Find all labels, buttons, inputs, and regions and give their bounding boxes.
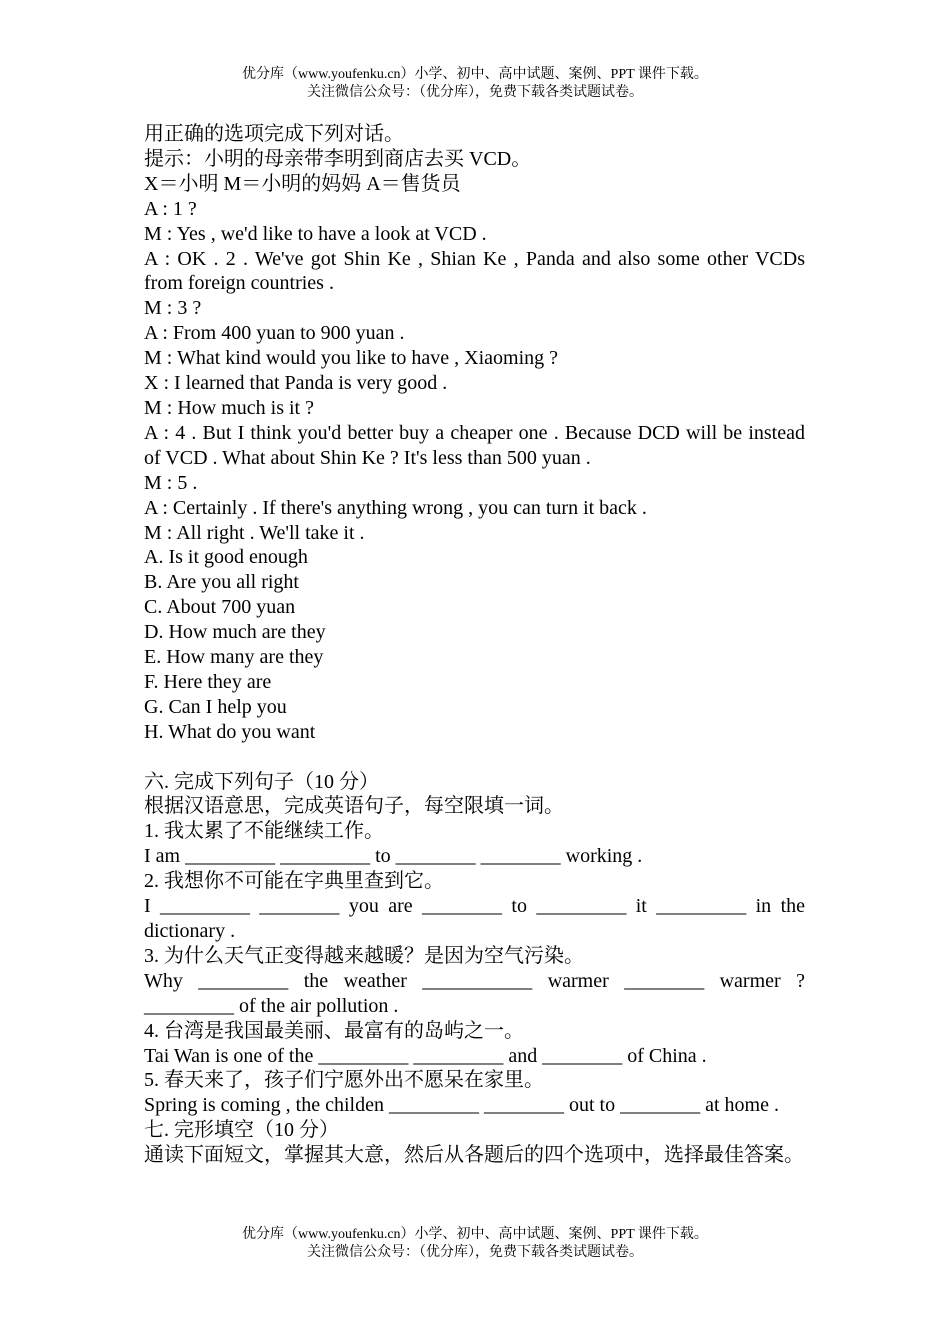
dialogue-line: M : How much is it ?: [144, 396, 314, 419]
dialogue-line: M : 3 ?: [144, 297, 202, 320]
sentence-en: Spring is coming , the childen _________ ________ out to ________ at home .: [144, 1094, 779, 1117]
sentence-en: Why _________ the weather ___________ warmer ________ warmer ? _________ of the air pollution .: [144, 969, 805, 1017]
answer-option: F. Here they are: [144, 670, 272, 693]
dialogue-line: A : From 400 yuan to 900 yuan .: [144, 322, 405, 345]
page-footer: [0, 1226, 950, 1262]
sentence-cn: 4. 台湾是我国最美丽、最富有的岛屿之一。: [144, 1019, 524, 1042]
section7-title: 七. 完形填空（10 分）: [144, 1119, 339, 1142]
dialogue-line: M : All right . We'll take it .: [144, 521, 365, 544]
answer-option: A. Is it good enough: [144, 546, 308, 569]
answer-option: G. Can I help you: [144, 695, 287, 718]
dialogue-line: M : Yes , we'd like to have a look at VCD .: [144, 222, 487, 245]
dialogue-line: A : 4 . But I think you'd better buy a cheaper one . Because DCD will be instead of VCD . What about Shin Ke ? It's less than 500 yuan .: [144, 421, 805, 469]
answer-option: D. How much are they: [144, 621, 326, 644]
section6-instruction: 根据汉语意思，完成英语句子，每空限填一词。: [144, 795, 564, 818]
sentence-cn: 5. 春天来了，孩子们宁愿外出不愿呆在家里。: [144, 1069, 544, 1092]
dialogue-instruction: 用正确的选项完成下列对话。: [144, 123, 404, 145]
dialogue-line: A : OK . 2 . We've got Shin Ke , Shian Ke , Panda and also some other VCDs from foreign countries .: [144, 247, 805, 295]
sentence-en: I am _________ _________ to ________ ________ working .: [144, 845, 643, 868]
footer-line-2: 关注微信公众号：（优分库），免费下载各类试题试卷。: [307, 1245, 643, 1260]
dialogue-line: M : What kind would you like to have , Xiaoming ?: [144, 347, 559, 370]
dialogue-hint: 提示：小明的母亲带李明到商店去买 VCD。: [144, 147, 532, 170]
footer-line-1: 优分库（www.youfenku.cn）小学、初中、高中试题、案例、PPT 课件下载。: [242, 1227, 708, 1242]
dialogue-line: A : Certainly . If there's anything wrong , you can turn it back .: [144, 496, 647, 519]
sentence-cn: 3. 为什么天气正变得越来越暖？是因为空气污染。: [144, 944, 584, 967]
answer-option: C. About 700 yuan: [144, 596, 296, 619]
answer-option: B. Are you all right: [144, 571, 299, 594]
answer-option: H. What do you want: [144, 720, 316, 743]
section6-title: 六. 完成下列句子（10 分）: [144, 770, 379, 793]
page-header: [0, 66, 950, 102]
sentence-en: I _________ ________ you are ________ to _________ it _________ in the dictionary .: [144, 895, 805, 942]
dialogue-line: M : 5 .: [144, 471, 198, 494]
dialogue-line: A : 1 ?: [144, 197, 197, 220]
document-body: [144, 122, 805, 1168]
sentence-cn: 1. 我太累了不能继续工作。: [144, 820, 384, 843]
sentence-cn: 2. 我想你不可能在字典里查到它。: [144, 870, 444, 893]
answer-option: E. How many are they: [144, 646, 324, 669]
header-line-2: 关注微信公众号：（优分库），免费下载各类试题试卷。: [307, 85, 643, 100]
spacer: [144, 745, 805, 770]
section7-instruction: 通读下面短文，掌握其大意，然后从各题后的四个选项中，选择最佳答案。: [144, 1144, 804, 1167]
dialogue-line: X : I learned that Panda is very good .: [144, 372, 448, 395]
header-line-1: 优分库（www.youfenku.cn）小学、初中、高中试题、案例、PPT 课件下载。: [242, 67, 708, 82]
sentence-en: Tai Wan is one of the _________ _________ and ________ of China .: [144, 1044, 707, 1067]
dialogue-roles: X＝小明 M＝小明的妈妈 A＝售货员: [144, 172, 461, 195]
